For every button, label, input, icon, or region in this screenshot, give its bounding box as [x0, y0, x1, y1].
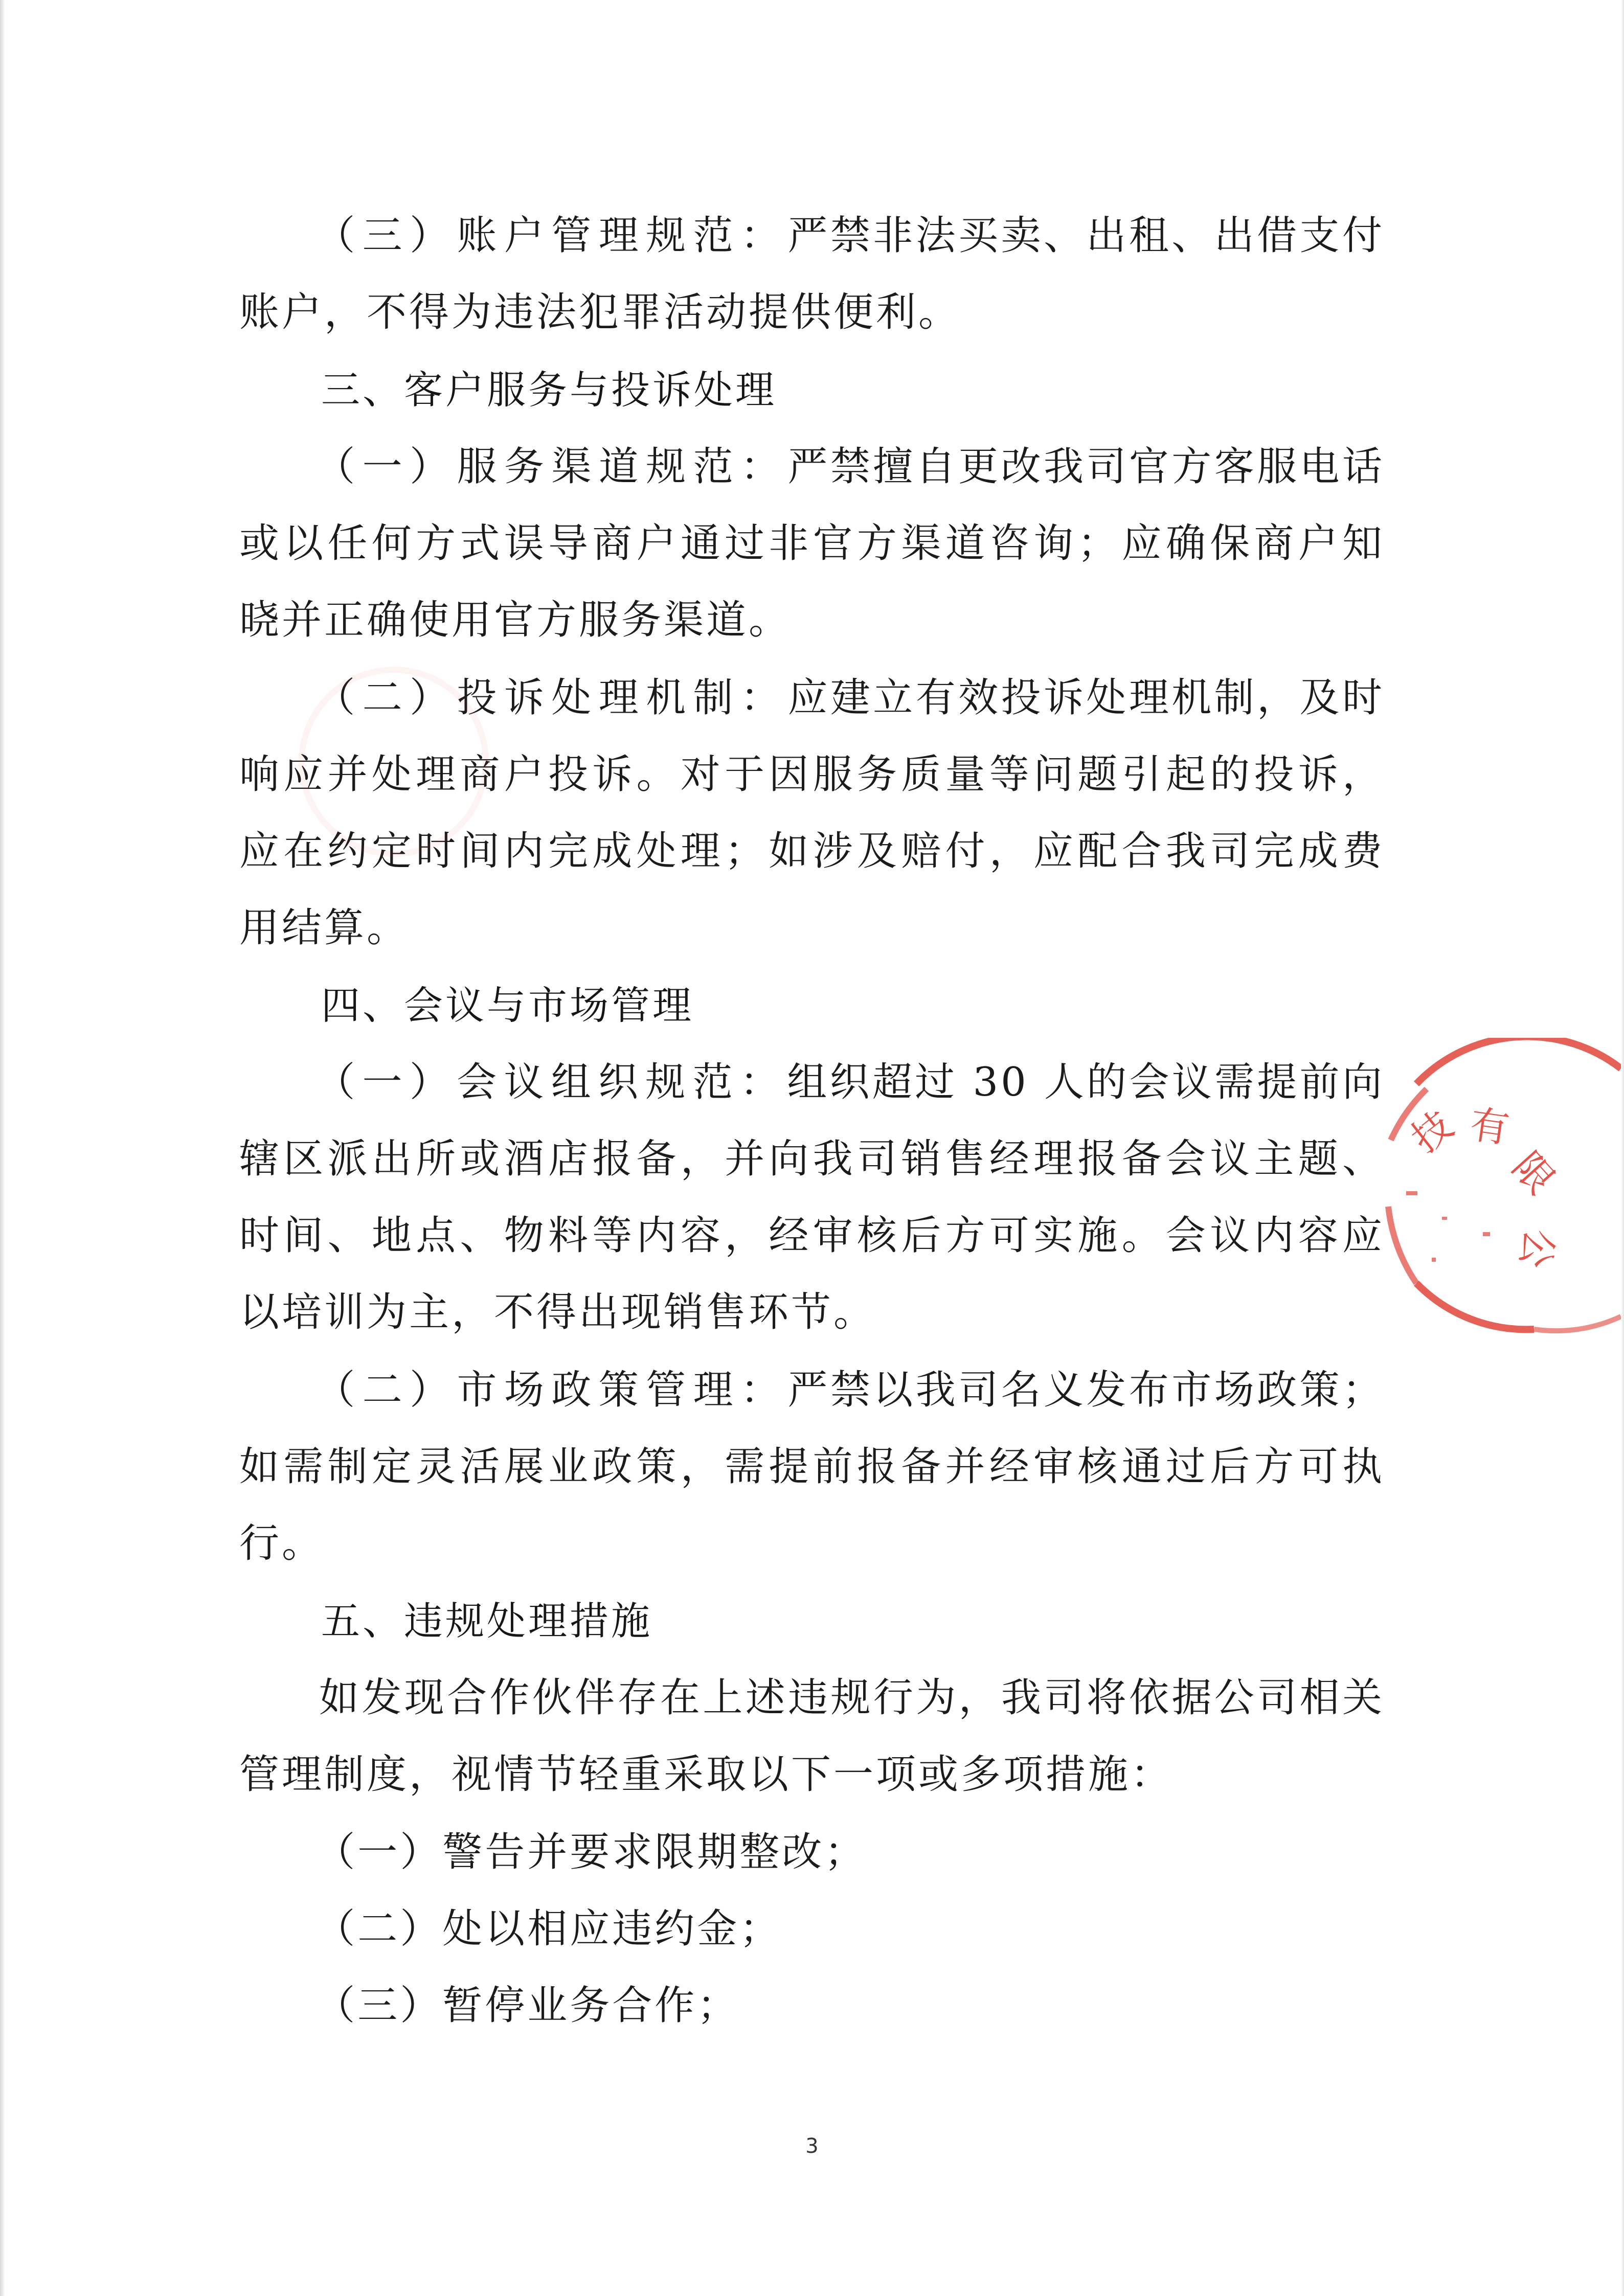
list-item-suspend: （三）暂停业务合作；	[315, 1983, 740, 2029]
svg-text:公: 公	[1511, 1225, 1563, 1272]
section-heading-violation-measures: 五、违规处理措施	[321, 1598, 652, 1644]
paragraph-text: 组织超过 30 人的会议需提前向辖区派出所或酒店报备，并向我司销售经理报备会议主题、时间、地点、物料等内容，经审核后方可实施。会议内容应以培训为主，不得出现销售环节。	[239, 1059, 1385, 1335]
ghost-seal-image	[286, 654, 501, 869]
svg-text:限: 限	[1503, 1143, 1564, 1203]
section-heading-meeting-market: 四、会议与市场管理	[321, 983, 694, 1028]
svg-text:技: 技	[1403, 1102, 1461, 1162]
paragraph-violation-intro: 如发现合作伙伴存在上述违规行为，我司将依据公司相关管理制度，视情节轻重采取以下一项或多项措施：	[239, 1675, 1385, 1798]
section-heading-customer-service: 三、客户服务与投诉处理	[321, 367, 777, 413]
list-item-penalty: （二）处以相应违约金；	[315, 1906, 782, 1952]
page-number: 3	[805, 2134, 819, 2158]
paragraph-account-management	[239, 197, 1385, 351]
paragraph-text: 严禁以我司名义发布市场政策；如需制定灵活展业政策，需提前报备并经审核通过后方可执行。	[239, 1367, 1385, 1566]
paragraph-service-channel	[239, 428, 1385, 658]
paragraph-text: 严禁擅自更改我司官方客服电话或以任何方式误导商户通过非官方渠道咨询；应确保商户知晓并正确使用官方服务渠道。	[239, 444, 1385, 643]
list-item-warning: （一）警告并要求限期整改；	[315, 1829, 867, 1875]
paragraph-text: 严禁非法买卖、出租、出借支付账户，不得为违法犯罪活动提供便利。	[239, 213, 1385, 335]
paragraph-lead: （三）账户管理规范：	[315, 213, 788, 259]
svg-text:有: 有	[1467, 1101, 1513, 1152]
paragraph-lead: （一）服务渠道规范：	[315, 444, 788, 490]
paragraph-text: 应建立有效投诉处理机制，及时响应并处理商户投诉。对于因服务质量等问题引起的投诉，应在约定时间内完成处理；如涉及赔付，应配合我司完成费用结算。	[239, 675, 1385, 951]
paragraph-lead: （二）市场政策管理：	[315, 1367, 788, 1413]
paragraph-meeting-organization	[239, 1044, 1385, 1351]
paragraph-market-policy	[239, 1352, 1385, 1582]
paragraph-lead: （一）会议组织规范：	[315, 1059, 787, 1105]
paragraph-lead: （二）投诉处理机制：	[315, 675, 788, 721]
company-seal-image	[1381, 1038, 1621, 1345]
